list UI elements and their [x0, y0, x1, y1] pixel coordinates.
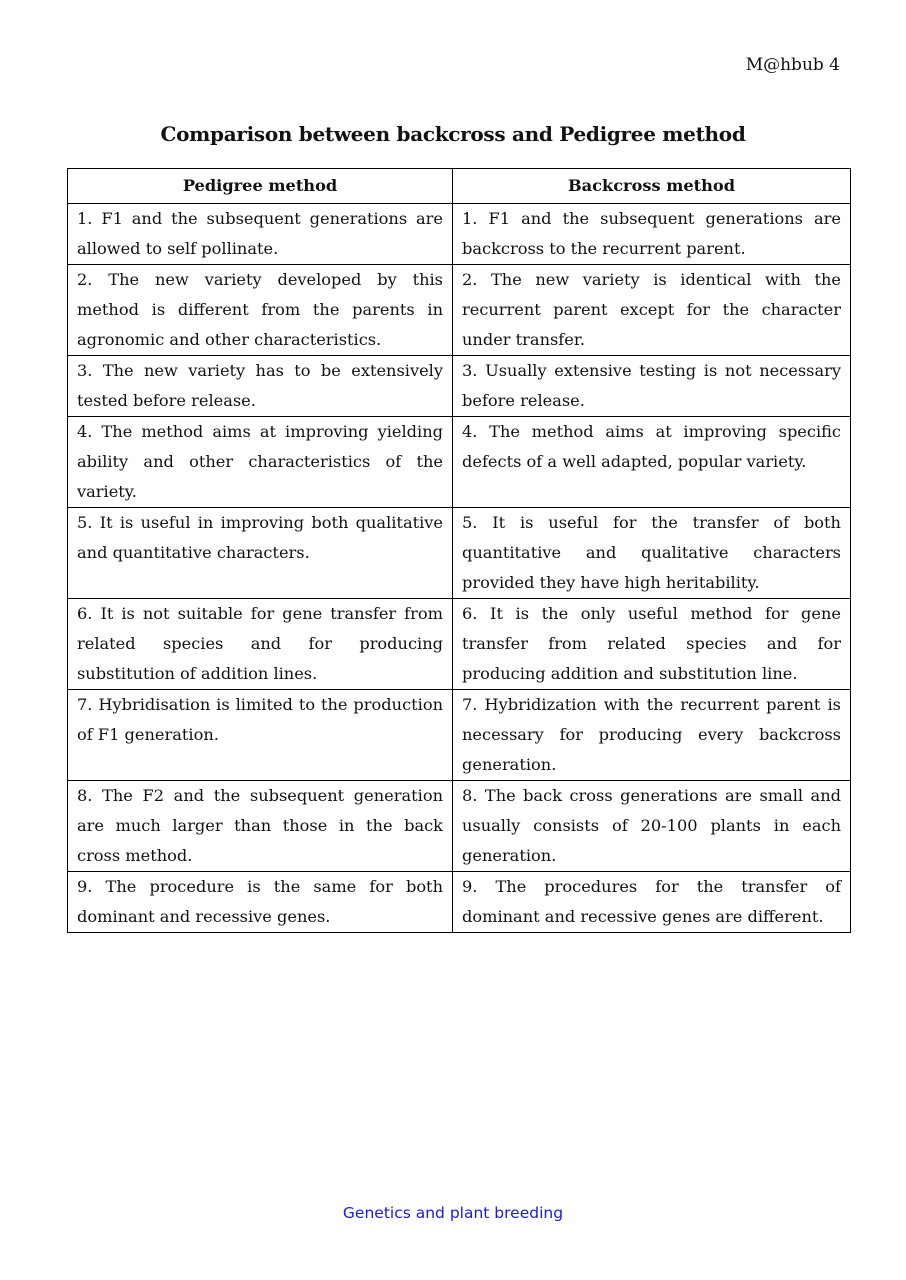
- table-row: [68, 265, 851, 356]
- backcross-cell: 1. F1 and the subsequent generations are backcross to the recurrent parent.: [453, 204, 851, 265]
- table-row: [68, 599, 851, 690]
- pedigree-cell: 6. It is not suitable for gene transfer from related species and for producing substitution of addition lines.: [68, 599, 453, 690]
- column-header-pedigree: Pedigree method: [68, 169, 453, 204]
- page-header: M@hbub 4: [745, 55, 840, 75]
- backcross-cell: 4. The method aims at improving specific defects of a well adapted, popular variety.: [453, 417, 851, 508]
- table-row: [68, 204, 851, 265]
- backcross-cell: 7. Hybridization with the recurrent parent is necessary for producing every backcross generation.: [453, 690, 851, 781]
- table-row: [68, 690, 851, 781]
- pedigree-cell: 5. It is useful in improving both qualitative and quantitative characters.: [68, 508, 453, 599]
- document-title: Comparison between backcross and Pedigree method: [160, 122, 746, 146]
- backcross-cell: 6. It is the only useful method for gene transfer from related species and for producing addition and substitution line.: [453, 599, 851, 690]
- backcross-cell: 3. Usually extensive testing is not necessary before release.: [453, 356, 851, 417]
- comparison-table: [67, 168, 851, 933]
- pedigree-cell: 4. The method aims at improving yielding ability and other characteristics of the variety.: [68, 417, 453, 508]
- backcross-cell: 9. The procedures for the transfer of dominant and recessive genes are different.: [453, 872, 851, 933]
- table-row: [68, 872, 851, 933]
- table-row: [68, 508, 851, 599]
- backcross-cell: 8. The back cross generations are small and usually consists of 20-100 plants in each generation.: [453, 781, 851, 872]
- table-row: [68, 417, 851, 508]
- backcross-cell: 5. It is useful for the transfer of both quantitative and qualitative characters provided they have high heritability.: [453, 508, 851, 599]
- table-row: [68, 356, 851, 417]
- column-header-backcross: Backcross method: [453, 169, 851, 204]
- pedigree-cell: 1. F1 and the subsequent generations are allowed to self pollinate.: [68, 204, 453, 265]
- page-footer: Genetics and plant breeding: [342, 1204, 564, 1222]
- table-row: [68, 781, 851, 872]
- pedigree-cell: 2. The new variety developed by this method is different from the parents in agronomic and other characteristics.: [68, 265, 453, 356]
- table-header-row: [68, 169, 851, 204]
- pedigree-cell: 9. The procedure is the same for both dominant and recessive genes.: [68, 872, 453, 933]
- pedigree-cell: 8. The F2 and the subsequent generation are much larger than those in the back cross method.: [68, 781, 453, 872]
- pedigree-cell: 3. The new variety has to be extensively tested before release.: [68, 356, 453, 417]
- backcross-cell: 2. The new variety is identical with the recurrent parent except for the character under transfer.: [453, 265, 851, 356]
- pedigree-cell: 7. Hybridisation is limited to the production of F1 generation.: [68, 690, 453, 781]
